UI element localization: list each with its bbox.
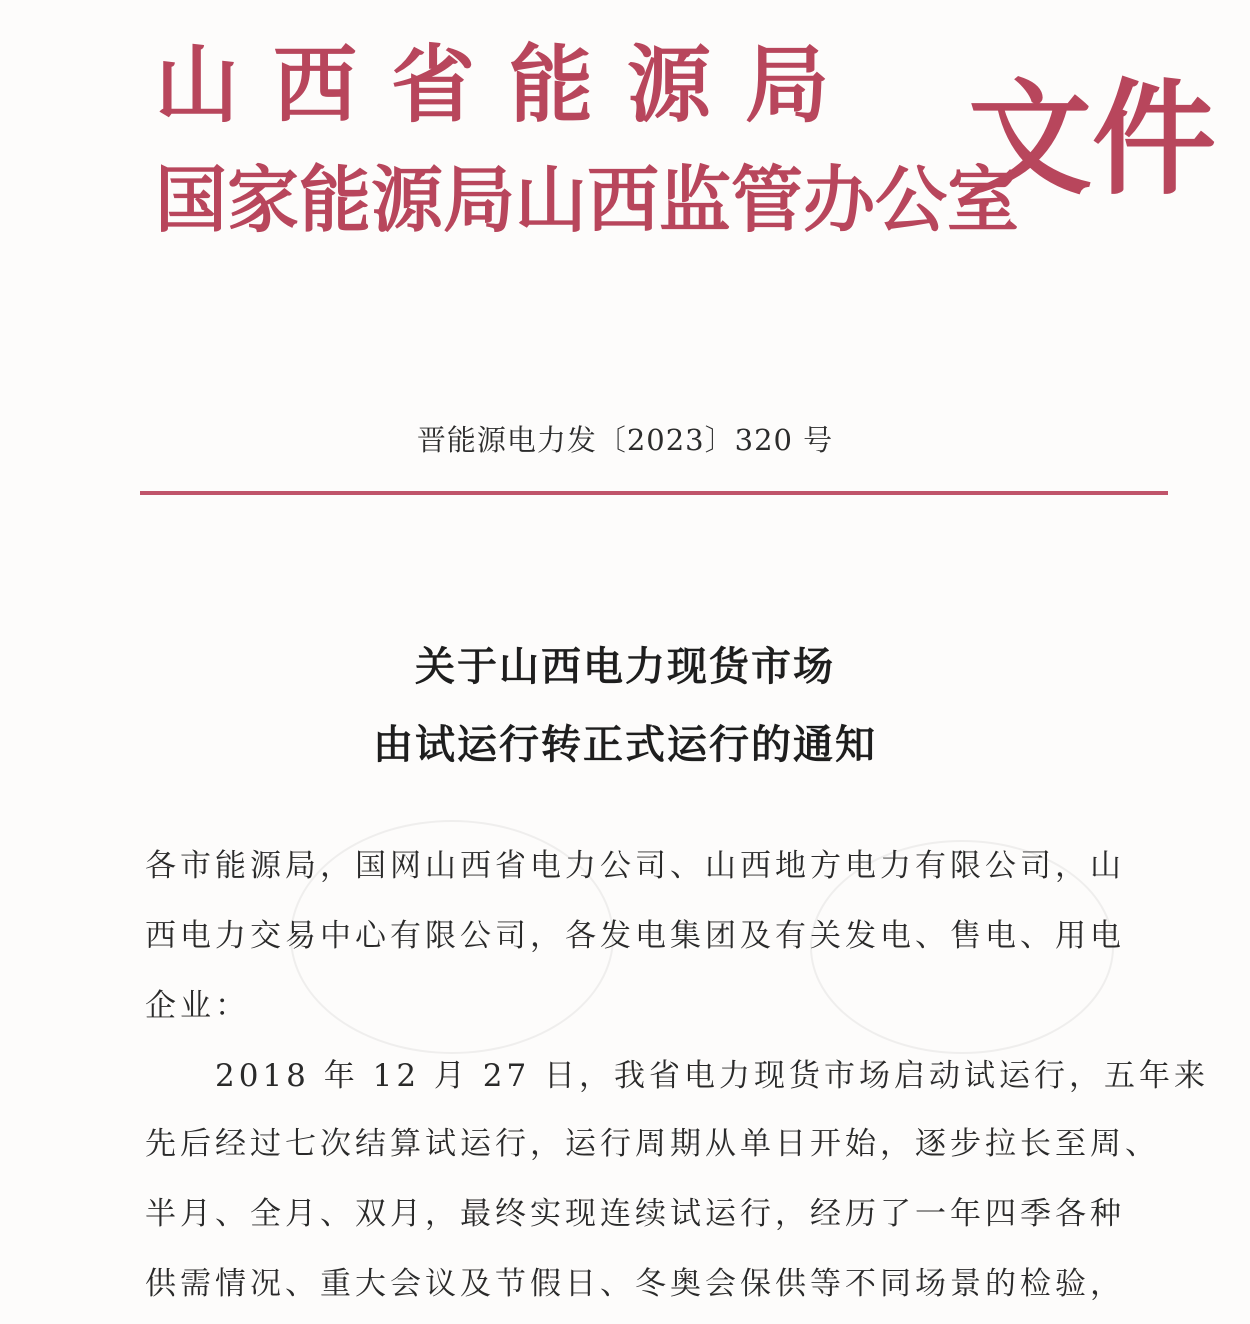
notice-title-line-1: 关于山西电力现货市场 [415,643,835,690]
red-divider-line [140,491,1168,495]
document-word: 文件 [968,67,1217,212]
body-line: 各市能源局，国网山西省电力公司、山西地方电力有限公司，山 [145,848,1125,884]
document-number: 晋能源电力发〔2023〕320 号 [416,423,834,457]
body-line: 企业： [145,988,250,1024]
body-line: 先后经过七次结算试运行，运行周期从单日开始，逐步拉长至周、 [145,1126,1160,1162]
issuer-line-1: 山西省能源局 [155,35,864,134]
body-line: 供需情况、重大会议及节假日、冬奥会保供等不同场景的检验， [145,1266,1125,1302]
body-line: 半月、全月、双月，最终实现连续试运行，经历了一年四季各种 [145,1196,1125,1232]
notice-title-line-2: 由试运行转正式运行的通知 [373,721,877,768]
body-line: 2018 年 12 月 27 日，我省电力现货市场启动试运行，五年来 [215,1058,1210,1094]
body-line: 西电力交易中心有限公司，各发电集团及有关发电、售电、用电 [145,918,1125,954]
issuer-line-2: 国家能源局山西监管办公室 [155,157,1020,242]
